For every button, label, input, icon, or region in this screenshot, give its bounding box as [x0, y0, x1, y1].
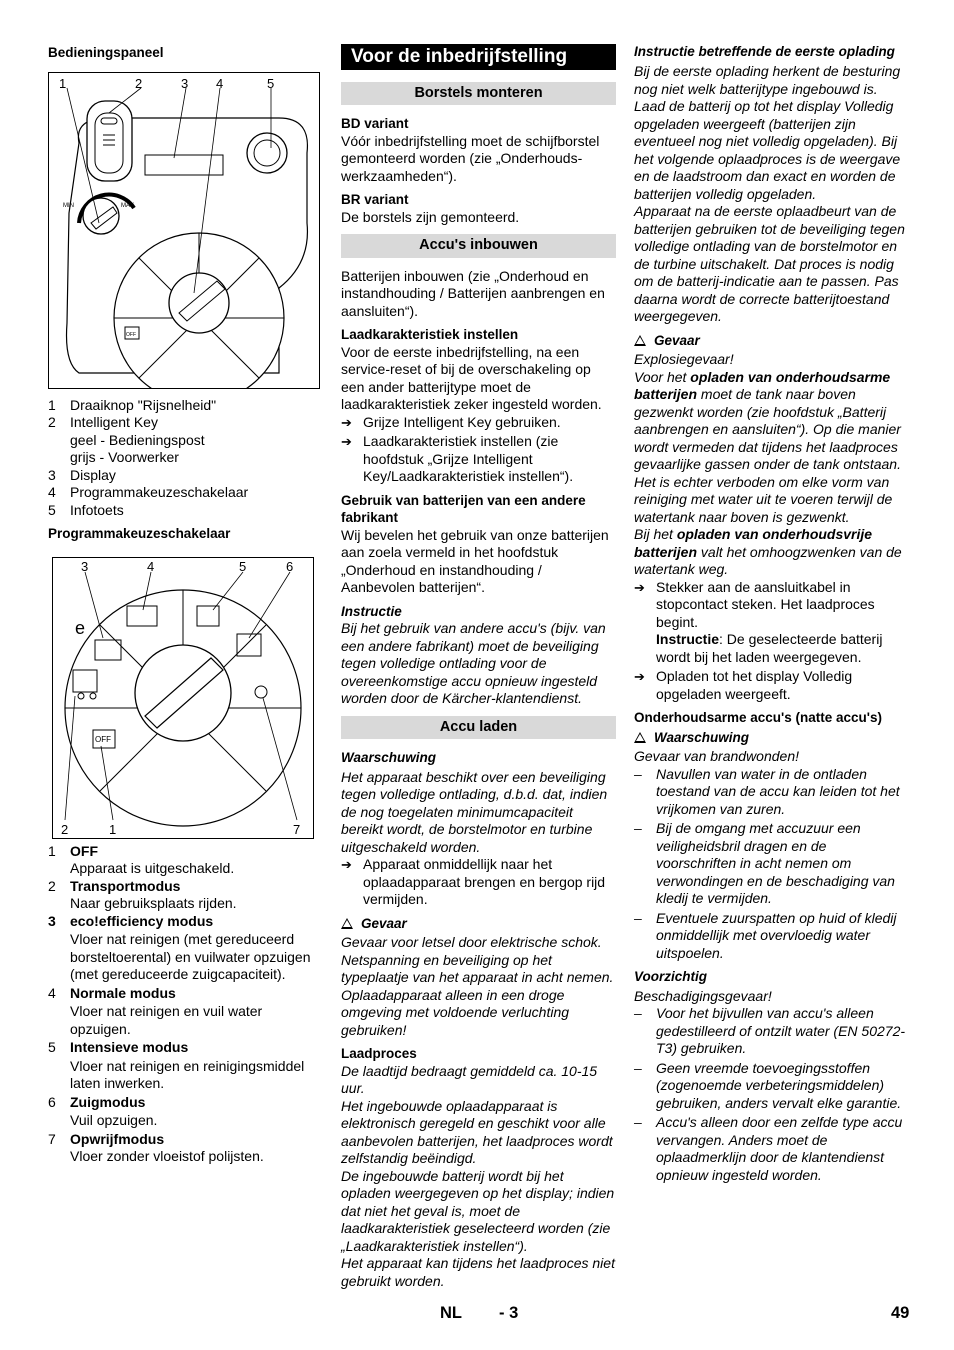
- selector-legend: [48, 843, 320, 1166]
- bd-variant-heading: BD variant: [341, 116, 409, 131]
- fig2-label-4: 4: [147, 558, 155, 574]
- arrow-icon: ➔: [341, 434, 352, 449]
- arrow-icon: ➔: [341, 414, 352, 430]
- legend-item: Vloer nat reinigen en reinigingsmiddel laten inwerken.: [70, 1057, 305, 1091]
- legend-item: Apparaat is uitgeschakeld.: [70, 860, 235, 876]
- subsection-charge: Accu laden: [341, 716, 616, 740]
- legend-item: 6 Zuigmodus: [48, 1093, 146, 1110]
- program-selector-drawing: [53, 558, 313, 838]
- column-left: [48, 42, 320, 1166]
- arrow-icon: ➔: [341, 857, 352, 872]
- first-charge-heading: Instructie betreffende de eerste oplading: [634, 44, 895, 59]
- caution-heading: Voorzichtig: [634, 969, 707, 984]
- arrow-icon: ➔: [634, 669, 645, 684]
- legend-item: 3 eco!efficiency modus: [48, 912, 214, 929]
- br-variant-heading: BR variant: [341, 192, 409, 207]
- svg-text:MAX: MAX: [121, 202, 135, 209]
- process-heading: Laadproces: [341, 1046, 417, 1061]
- legend-item: 2 Intelligent Key: [48, 414, 158, 430]
- other-brand-text: Wij bevelen het gebruik van onze batterijen aan zoela vermeld in het hoofdstuk „Onderhoud en instandhouding / Aanbevolen batterijen“.: [341, 526, 609, 595]
- fig1-label-4: 4: [216, 75, 224, 91]
- process-text: De laadtijd bedraagt gemiddeld ca. 10-15 uur. Het ingebouwde oplaadapparaat is elektronisch geregeld en geschikt voor alle aanbevolen batterijen, het laadproces wordt zelfstandig beëindigd. De ingebouwde batterij wordt bij het opladen weergegeven op het display; indien dat niet het geval is, moet de laadkarakteristiek geselecteerd worden (zie „Laadkarakteristiek instellen“). Het apparaat kan tijdens het laadproces niet gebruikt worden.: [341, 1062, 615, 1289]
- warning-step: ➔ Apparaat onmiddellijk naar het oplaadapparaat brengen en bergop rijd vermijden.: [341, 856, 606, 907]
- warning-label: Waarschuwing: [341, 750, 437, 765]
- legend-item: Vloer nat reinigen en vuil water opzuigen.: [70, 1003, 263, 1037]
- list-item: – Navullen van water in de ontladen toestand van de accu kan leiden tot het vrijkomen van zuren.: [634, 765, 900, 817]
- subsection-brushes: Borstels monteren: [341, 82, 616, 106]
- subsection-battery: Accu's inbouwen: [341, 234, 616, 258]
- list-item: – Voor het bijvullen van accu's alleen gedestilleerd of ontzilt water (EN 50272-T3) gebruiken.: [634, 1005, 906, 1056]
- warning-triangle-icon: [634, 335, 646, 346]
- other-brand-heading: Gebruik van batterijen van een andere fabrikant: [341, 492, 586, 525]
- warning-text: Het apparaat beschikt over een beveiliging tegen volledige ontlading, d.b.d. dat, indien de nog toegelaten minimumcapaciteit bereikt wordt, de borstelmotor en turbine uitgeschakeld worden.: [341, 768, 608, 855]
- legend-item: 5 Intensieve modus: [48, 1039, 189, 1055]
- panel-heading: Bedieningspaneel: [48, 45, 164, 60]
- svg-text:MIN: MIN: [63, 202, 74, 209]
- svg-text:OFF: OFF: [126, 331, 136, 338]
- wet-warning-heading: Waarschuwing: [634, 729, 910, 747]
- legend-item: 5 Infotoets: [48, 501, 124, 518]
- warning-triangle-icon: [634, 732, 646, 743]
- legend-item: 4 Normale modus: [48, 984, 176, 1001]
- wet-warning-sub: Gevaar van brandwonden!: [634, 748, 799, 764]
- legend-item: 7 Opwrijfmodus: [48, 1130, 165, 1147]
- footer-language: NL: [440, 1304, 462, 1322]
- legend-item: 1 OFF: [48, 842, 98, 859]
- control-panel-drawing: [49, 73, 319, 388]
- charge-char-heading: Laadkarakteristiek instellen: [341, 327, 519, 342]
- list-item: – Bij de omgang met accuzuur een veiligheidsbril dragen en de voorschriften in acht nemen om verwondingen en de beschadiging van kledij te vermijden.: [634, 820, 895, 906]
- list-item: – Accu's alleen door een zelfde type accu vervangen. Anders moet de oplaadmerklijn door de klantendienst opnieuw ingesteld worden.: [634, 1114, 903, 1183]
- list-item: – Geen vreemde toevoegingsstoffen (zogenoemde verbeteringsmiddelen) gebruiken, anders vervalt elke garantie.: [634, 1059, 902, 1111]
- first-charge-text: Bij de eerste oplading herkent de besturing nog niet welk batterijtype ingebouwd is. Laad de batterij op tot het display Volledig opgeladen weergeeft (batterijen zijn eventueel nog niet volledig opgeladen). Bij het volgende oplaadproces is de weergave en de laadstroom dan exact en worden de batterijen volledig opgeladen. Apparaat na de eerste oplaadbeurt van de batterijen gebruiken tot de beveiliging tegen volledige ontlading van de borstelmotor en de turbine uitschakelt. Dat proces is nodig om de batterij-indicatie aan te passen. Pas daarna wordt de correcte batterijtoestand weergegeven.: [634, 63, 905, 324]
- danger-text: Gevaar voor letsel door elektrische schok. Netspanning en beveiliging op het typeplaatje van het apparaat in acht nemen. Oplaadapparaat alleen in een droge omgeving met voldoende verluchting gebruiken!: [341, 934, 614, 1038]
- footer-section: - 3: [499, 1304, 519, 1322]
- program-selector-figure: [52, 557, 314, 839]
- fig2-label-7: 7: [293, 821, 301, 837]
- column-middle: [341, 42, 616, 1290]
- fig1-label-5: 5: [267, 75, 275, 91]
- charge-step: ➔ Opladen tot het display Volledig opgeladen weergeeft.: [634, 668, 853, 702]
- selector-heading: Programmakeuzeschakelaar: [48, 526, 231, 541]
- fig2-label-5: 5: [239, 558, 247, 574]
- legend-item: geel - Bedieningspost: [70, 431, 205, 448]
- bd-variant-text: Vóór inbedrijfstelling moet de schijfborstel gemonteerd worden (zie „Onderhouds-werkzaamheden“).: [341, 132, 600, 184]
- svg-text:OFF: OFF: [95, 734, 111, 744]
- warning-triangle-icon: [341, 918, 353, 929]
- legend-item: 3 Display: [48, 466, 116, 483]
- fig2-label-6: 6: [286, 558, 294, 574]
- danger-heading: Gevaar: [341, 915, 616, 933]
- legend-item: grijs - Voorwerker: [70, 449, 179, 465]
- charge-char-step: ➔ Laadkarakteristiek instellen (zie hoofdstuk „Grijze Intelligent Key/Laadkarakteristiek instellen“).: [341, 433, 574, 484]
- instructie-label: Instructie: [341, 603, 402, 619]
- battery-text: Batterijen inbouwen (zie „Onderhoud en instandhouding / Batterijen aanbrengen en aansluiten“).: [341, 267, 605, 319]
- arrow-icon: ➔: [634, 579, 645, 595]
- charge-char-text: Voor de eerste inbedrijfstelling, na een service-reset of bij de overschakeling op een ander batterijtype moet de laadkarakteristiek zeker ingesteld worden.: [341, 343, 602, 412]
- section-title: Voor de inbedrijfstelling: [341, 44, 616, 70]
- legend-item: Naar gebruiksplaats rijden.: [70, 895, 237, 911]
- wet-battery-heading: Onderhoudsarme accu's (natte accu's): [634, 710, 882, 725]
- list-item: – Eventuele zuurspatten op huid of kledij onmiddellijk met overvloedig water uitspoelen.: [634, 909, 897, 961]
- control-panel-figure: [48, 72, 320, 389]
- legend-item: 1 Draaiknop "Rijsnelheid": [48, 396, 217, 413]
- fig2-label-2: 2: [61, 821, 69, 837]
- fig2-label-1: 1: [109, 821, 117, 837]
- danger-sub: Explosiegevaar!: [634, 351, 734, 367]
- fig2-label-3: 3: [81, 558, 89, 574]
- charge-char-step: ➔ Grijze Intelligent Key gebruiken.: [341, 413, 561, 430]
- legend-item: 2 Transportmodus: [48, 877, 181, 894]
- fig1-label-2: 2: [135, 75, 143, 91]
- footer-page-number: 49: [891, 1304, 910, 1322]
- danger-paragraph-1: Voor het opladen van onderhoudsarme batterijen moet de tank naar boven gezwenkt worden (zie hoofdstuk „Batterij aanbrengen en aansluiten“). Op die manier wordt vermeden dat tijdens het laadproces gevaarlijke gassen onder de tank ontstaan. Het is echter verboden om elke vorm van reiniging met water uit te voeren terwijl de watertank naar boven is gezwenkt.: [634, 368, 901, 525]
- column-right: [634, 42, 910, 1184]
- legend-item: Vloer zonder vloeistof polijsten.: [70, 1148, 264, 1164]
- danger-heading: Gevaar: [634, 332, 910, 350]
- panel-legend: [48, 397, 320, 520]
- danger-paragraph-2: Bij het opladen van onderhoudsvrije batterijen valt het omhoogzwenken van de watertank weg.: [634, 526, 902, 577]
- legend-item: Vuil opzuigen.: [70, 1112, 158, 1128]
- legend-item: 4 Programmakeuzeschakelaar: [48, 484, 249, 500]
- br-variant-text: De borstels zijn gemonteerd.: [341, 208, 520, 225]
- charge-step: ➔ Stekker aan de aansluitkabel in stopcontact steken. Het laadproces begint. Instructie: De geselecteerde batterij wordt bij het laden weergegeven.: [634, 578, 883, 665]
- svg-text:e: e: [75, 617, 86, 638]
- legend-item: Vloer nat reinigen (met gereduceerd borsteltoerental) en vuilwater opzuigen (met gereduceerde zuigcapaciteit).: [70, 931, 311, 982]
- instructie-text: Bij het gebruik van andere accu's (bijv. van een andere fabrikant) moet de beveiliging tegen volledige ontlading voor de overeenkomstige accu opnieuw ingesteld worden door de Kärcher-klantendienst.: [341, 620, 606, 706]
- fig1-label-1: 1: [59, 75, 67, 91]
- caution-sub: Beschadigingsgevaar!: [634, 987, 772, 1004]
- fig1-label-3: 3: [181, 75, 189, 91]
